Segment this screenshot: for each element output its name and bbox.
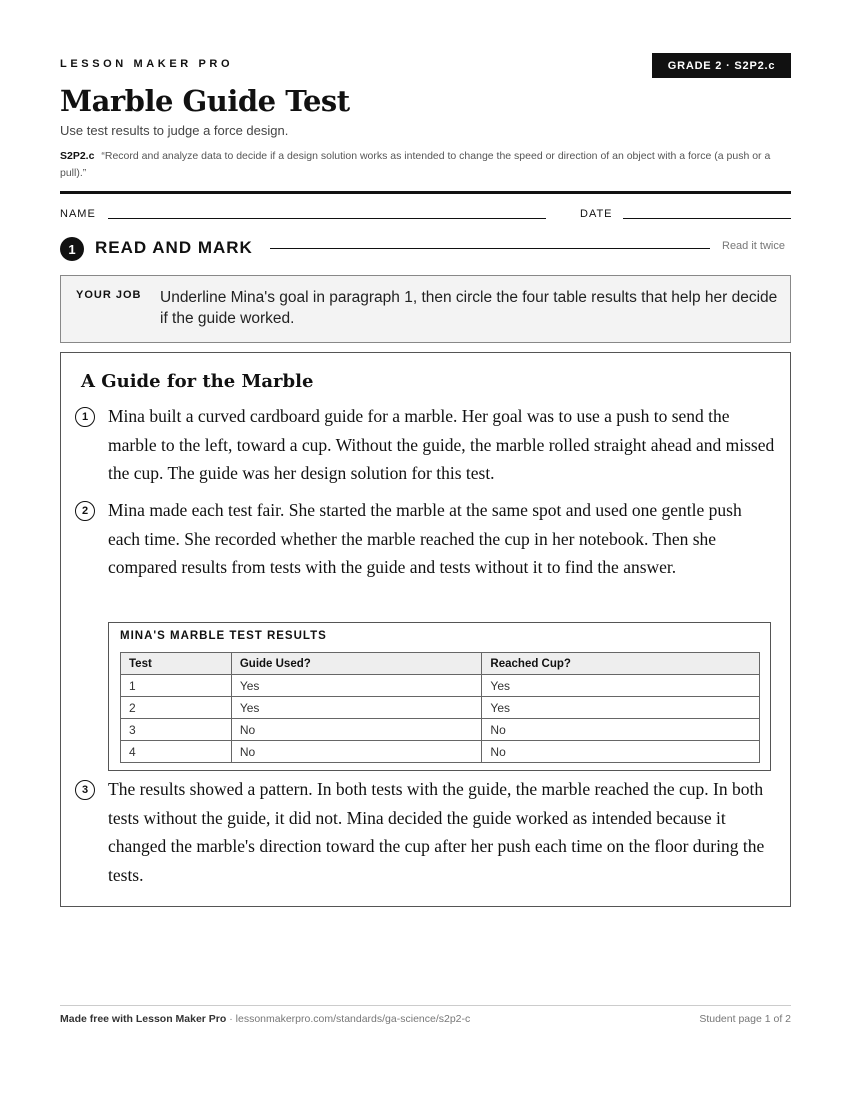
paragraph-number-3: 3 — [75, 780, 95, 800]
table-cell[interactable]: 2 — [121, 697, 232, 719]
job-text: Underline Mina's goal in paragraph 1, then circle the four table results that help her decide if the guide worked. — [160, 289, 778, 327]
standard-text: “Record and analyze data to decide if a design solution works as intended to change the speed or direction of an object with a force (a push or a pull).” — [60, 150, 771, 179]
table-cell[interactable]: No — [482, 719, 760, 741]
table-cell[interactable]: 4 — [121, 741, 232, 763]
standard-statement — [60, 148, 795, 182]
table-row — [121, 741, 760, 763]
reading-passage — [60, 352, 791, 907]
header-divider — [60, 191, 791, 194]
table-cell[interactable]: Yes — [231, 675, 482, 697]
table-cell[interactable]: 3 — [121, 719, 232, 741]
job-label: YOUR JOB — [76, 289, 142, 301]
table-header-cell: Guide Used? — [231, 653, 482, 675]
standard-code: S2P2.c — [60, 150, 95, 162]
results-table-box — [108, 622, 771, 771]
paragraph-2[interactable]: Mina made each test fair. She started the marble at the same spot and used one gentle push each time. She recorded whether the marble reached the cup in her notebook. Then she compared results from tests with the guide and tests without it to find the answer. — [108, 500, 742, 577]
section-divider — [270, 248, 710, 249]
footer-maker: Made free with Lesson Maker Pro — [60, 1013, 227, 1025]
results-table — [120, 652, 760, 763]
table-cell[interactable]: No — [482, 741, 760, 763]
table-row — [121, 697, 760, 719]
name-field[interactable] — [108, 218, 546, 219]
paragraph-1[interactable]: Mina built a curved cardboard guide for a marble. Her goal was to use a push to send the marble to the left, toward a cup. Without the guide, the marble rolled straight ahead and missed the cup. The guide was her design solution for this test. — [108, 406, 775, 483]
footer-credit — [60, 1013, 470, 1025]
date-label: DATE — [580, 208, 613, 220]
section-heading: READ AND MARK — [95, 238, 253, 257]
table-caption: MINA'S MARBLE TEST RESULTS — [120, 630, 327, 642]
table-cell[interactable]: No — [231, 719, 482, 741]
table-row — [121, 675, 760, 697]
brand-name: LESSON MAKER PRO — [60, 58, 234, 70]
table-row — [121, 719, 760, 741]
table-header-cell: Test — [121, 653, 232, 675]
table-cell[interactable]: Yes — [482, 697, 760, 719]
paragraph-3[interactable]: The results showed a pattern. In both tests with the guide, the marble reached the cup. In both tests without the guide, it did not. Mina decided the guide worked as intended because it changed the marble's direction toward the cup after her push each time on the floor during the tests. — [108, 779, 765, 885]
paragraph-number-2: 2 — [75, 501, 95, 521]
footer-separator: · — [226, 1013, 236, 1025]
table-header-cell: Reached Cup? — [482, 653, 760, 675]
table-cell[interactable]: Yes — [482, 675, 760, 697]
job-instructions-box — [60, 275, 791, 343]
passage-title: A Guide for the Marble — [81, 371, 314, 392]
table-header-row — [121, 653, 760, 675]
page-title: Marble Guide Test — [60, 84, 350, 118]
footer-divider — [60, 1005, 791, 1006]
paragraph-number-1: 1 — [75, 407, 95, 427]
name-label: NAME — [60, 208, 96, 220]
grade-badge: GRADE 2 · S2P2.c — [652, 53, 791, 78]
table-cell[interactable]: Yes — [231, 697, 482, 719]
date-field[interactable] — [623, 218, 791, 219]
table-cell[interactable]: No — [231, 741, 482, 763]
section-note: Read it twice — [722, 240, 785, 252]
footer-url[interactable]: lessonmakerpro.com/standards/ga-science/s2p2-c — [235, 1013, 471, 1025]
page-number: Student page 1 of 2 — [699, 1013, 791, 1025]
table-cell[interactable]: 1 — [121, 675, 232, 697]
page-subtitle: Use test results to judge a force design. — [60, 123, 289, 138]
section-number-badge: 1 — [60, 237, 84, 261]
